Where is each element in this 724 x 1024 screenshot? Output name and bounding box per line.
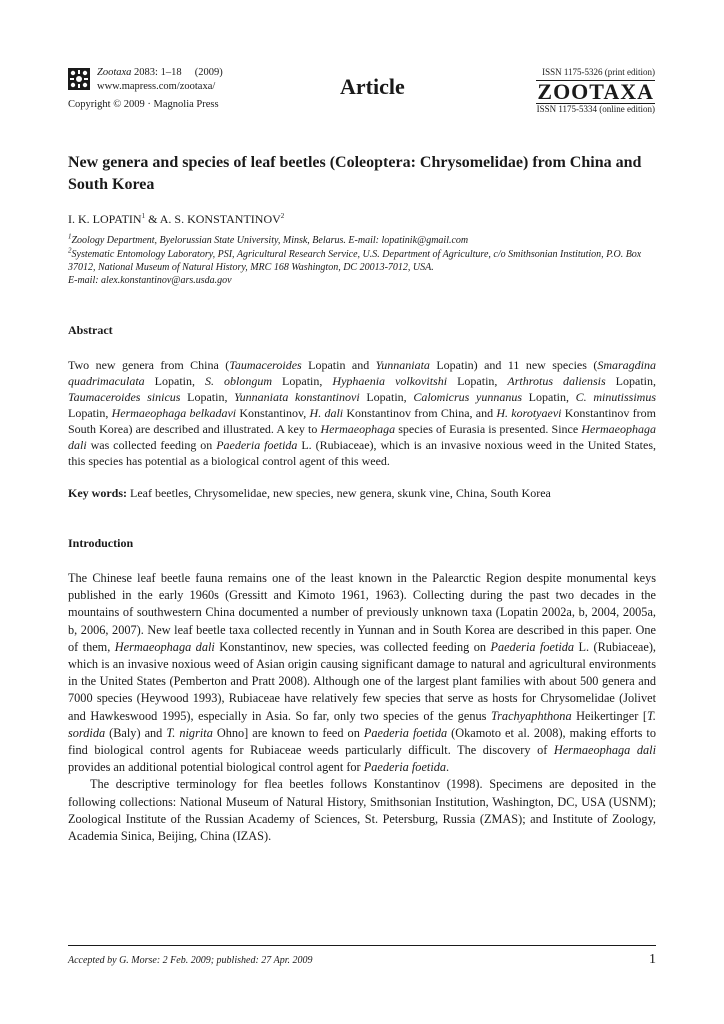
abstract-heading: Abstract (68, 323, 113, 337)
copyright: Copyright © 2009 · Magnolia Press (68, 99, 219, 110)
article-type-label: Article (340, 74, 405, 99)
affiliation-1-num: 1 (68, 232, 72, 241)
paper-title: New genera and species of leaf beetles (Coleoptera: Chrysomelidae) from China and South Korea (68, 154, 642, 193)
page-number: 1 (649, 952, 656, 967)
author-1: I. K. LOPATIN (68, 212, 142, 226)
author-2: A. S. KONSTANTINOV (159, 212, 281, 226)
affiliation-2-text: Systematic Entomology Laboratory, PSI, Agricultural Research Service, U.S. Department of Agriculture, c/o Smithsonian Institution, P.O. Box 37012, National Museum of Natural History, MRC 168 Washington, DC 20013-7012, USA. (68, 249, 642, 273)
zootaxa-logo-icon (68, 68, 90, 90)
affiliation-2-email: E-mail: alex.konstantinov@ars.usda.gov (68, 275, 232, 286)
author-2-sup: 2 (280, 212, 285, 220)
zootaxa-brand: ZOOTAXA (537, 79, 654, 104)
acceptance-note: Accepted by G. Morse: 2 Feb. 2009; published: 27 Apr. 2009 (68, 955, 313, 966)
keywords-label: Key words: (68, 486, 127, 500)
abstract-text: Two new genera from China (Taumaceroides Lopatin and Yunnaniata Lopatin) and 11 new species (Smaragdina quadrimaculata Lopatin, S. oblongum Lopatin, Hyphaenia volkovitshi Lopatin, Arthrotus daliensis Lopatin, Taumaceroides sinicus Lopatin, Yunnaniata konstantinovi Lopatin, Calomicrus yunnanus Lopatin, C. minutissimus Lopatin, Hermaeophaga belkadavi Konstantinov, H. dali Konstantinov from China, and H. korotyaevi Konstantinov from South Korea) are described and illustrated. A key to Hermaeophaga species of Eurasia is presented. Since Hermaeophaga dali was collected feeding on Paederia foetida L. (Rubiaceae), which is an invasive noxious weed in the United States, this species has potential as a biological control agent of this weed. (68, 358, 657, 468)
year: (2009) (194, 67, 223, 78)
authors (68, 212, 284, 227)
issn-print: ISSN 1175-5326 (print edition) (542, 67, 655, 77)
introduction-paragraph-1: The Chinese leaf beetle fauna remains one of the least known in the Palearctic Region despite monumental keys published in the early 1960s (Gressitt and Kimoto 1961, 1963). Collecting during the past two decades in the mountains of southwestern China documented a number of previously unknown taxa (Lopatin 2002a, b, 2004, 2005a, b, 2006, 2007). New leaf beetle taxa collected recently in Yunnan and in South Korea are described in this paper. One of them, Hermaeophaga dali Konstantinov, new species, was collected feeding on Paederia foetida L. (Rubiaceae), which is an invasive noxious weed of Asian origin causing significant damage to natural and agricultural environments in the United States (Pemberton and Pratt 2008). Although one of the largest plant families with about 500 genera and 7000 species (Heywood 1993), Rubiaceae have relatively few species that serve as hosts for Chrysomelidae (Jolivet and Hawkeswood 1995), especially in Asia. So far, only two species of the genus Trachyaphthona Heikertinger [T. sordida (Baly) and T. nigrita Ohno] are known to feed on Paederia foetida (Okamoto et al. 2008), making efforts to find biological control agents for Rubiaceae weeds particularly difficult. The discovery of Hermaeophaga dali provides an additional potential biological control agent for Paederia foetida. (68, 571, 656, 775)
introduction-body (68, 570, 656, 845)
issn-online: ISSN 1175-5334 (online edition) (536, 104, 655, 114)
journal-url[interactable]: www.mapress.com/zootaxa/ (97, 81, 216, 92)
keywords-text: Leaf beetles, Chrysomelidae, new species, new genera, skunk vine, China, South Korea (127, 486, 551, 500)
journal-name: Zootaxa (97, 67, 132, 78)
author-1-sup: 1 (141, 212, 146, 220)
introduction-heading: Introduction (68, 536, 134, 550)
affiliation-2-num: 2 (68, 246, 72, 255)
affiliation-1-text: Zoology Department, Byelorussian State University, Minsk, Belarus. E-mail: lopatinik@gmail.com (71, 235, 469, 246)
keywords (68, 485, 656, 501)
introduction-paragraph-2: The descriptive terminology for flea beetles follows Konstantinov (1998). Specimens are deposited in the following collections: National Museum of Natural History, Smithsonian Institution, Washington, DC, USA (USNM); Zoological Institute of the Russian Academy of Sciences, St. Petersburg, Russia (ZMAS); and Institute of Zoology, Academia Sinica, Beijing, China (IZAS). (68, 777, 656, 844)
footer-divider (68, 945, 656, 946)
author-separator: & (145, 212, 160, 226)
volume-pages: 2083: 1–18 (134, 67, 182, 78)
journal-citation (97, 66, 223, 79)
affiliation-1 (68, 234, 658, 247)
affiliation-2 (68, 248, 658, 287)
